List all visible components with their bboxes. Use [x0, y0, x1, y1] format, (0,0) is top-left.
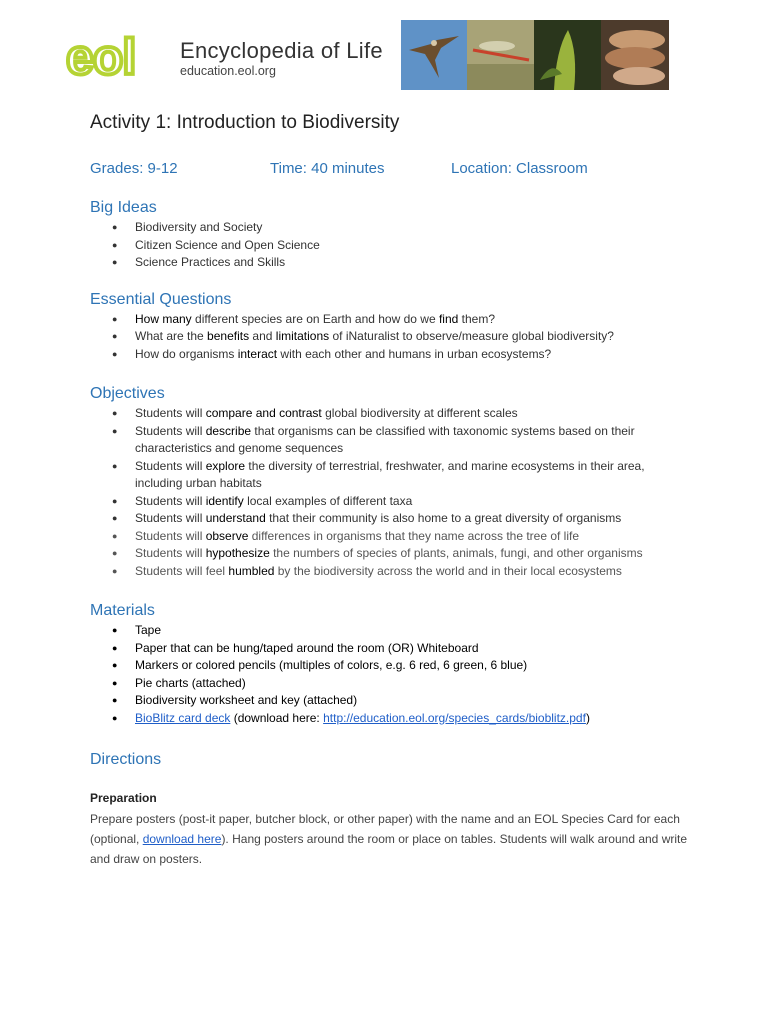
keyword: describe — [205, 423, 252, 438]
list-item: ● Citizen Science and Open Science — [90, 237, 690, 255]
list-item: ● Paper that can be hung/taped around the room (OR) Whiteboard — [90, 640, 690, 658]
text: differences in organisms that they name across the tree of life — [248, 528, 580, 543]
text: Students will — [135, 423, 206, 438]
text: that their community is also home to a great diversity of organisms — [265, 511, 622, 525]
activity-meta — [90, 160, 690, 177]
keyword: interact — [237, 346, 278, 361]
eol-logo-icon — [66, 30, 170, 82]
keyword: explore — [205, 458, 246, 473]
objectives-heading: Objectives — [90, 385, 165, 402]
eol-header — [66, 20, 670, 92]
keyword: identify — [205, 493, 244, 508]
download-here-link[interactable]: download here — [142, 832, 222, 846]
objective-item — [90, 423, 690, 458]
question-1 — [90, 311, 690, 329]
directions-heading: Directions — [90, 751, 162, 768]
text: by the biodiversity across the world and in their local ecosystems — [274, 563, 622, 578]
materials-heading: Materials — [90, 602, 155, 619]
list-item: ● Biodiversity worksheet and key (attached) — [90, 692, 690, 710]
keyword: humbled — [228, 563, 275, 578]
text: them? — [458, 311, 495, 326]
objective-item — [90, 528, 690, 546]
svg-text:eol: eol — [66, 30, 136, 82]
text: Students will — [135, 458, 206, 473]
grades: Grades: 9-12 — [90, 160, 178, 177]
hawk-photo — [401, 20, 467, 90]
text: Students will — [135, 406, 206, 420]
keyword: observe — [205, 528, 249, 543]
keyword: hypothesize — [205, 546, 270, 560]
logo-title: Encyclopedia of Life — [180, 38, 383, 63]
preparation-paragraph — [90, 809, 690, 869]
preparation-heading: Preparation — [90, 791, 157, 805]
text: Students will — [135, 528, 206, 543]
text: What are the — [135, 329, 208, 343]
questions-list — [90, 311, 690, 364]
keyword: limitations — [275, 329, 330, 343]
text: Prepare posters (post-it paper, butcher block, or other paper) with the name and an EOL Species Card for each (optional, — [90, 812, 680, 846]
question-3 — [90, 346, 690, 364]
text: Students will — [135, 546, 206, 560]
text: (download here: — [230, 710, 324, 725]
big-ideas-list — [90, 219, 690, 272]
text: ) — [585, 710, 590, 725]
text: the diversity of terrestrial, freshwater, and marine ecosystems in their area, including urban habitats — [135, 458, 645, 490]
text: local examples of different taxa — [243, 493, 413, 508]
objectives-list — [90, 405, 690, 580]
list-item: ● Biodiversity and Society — [90, 219, 690, 237]
essential-questions-heading: Essential Questions — [90, 290, 232, 308]
objective-item — [90, 545, 690, 563]
bioblitz-pdf-link[interactable]: http://education.eol.org/species_cards/bioblitz.pdf — [323, 710, 586, 725]
text: different species are on Earth and how do we — [191, 311, 439, 326]
text: that organisms can be classified with taxonomic systems based on their characteristics and genome sequences — [135, 423, 635, 455]
objective-item — [90, 458, 690, 493]
objective-item — [90, 405, 690, 423]
materials-list — [90, 622, 690, 727]
keyword: benefits — [207, 329, 250, 343]
logo-url: education.eol.org — [180, 64, 276, 78]
text: global biodiversity at different scales — [321, 406, 518, 420]
text: of iNaturalist to observe/measure global biodiversity? — [329, 329, 614, 343]
location: Location: Classroom — [451, 160, 588, 177]
text: the numbers of species of plants, animals, fungi, and other organisms — [269, 546, 643, 560]
text: with each other and humans in urban ecosystems? — [277, 346, 552, 361]
list-item: ● Science Practices and Skills — [90, 254, 690, 272]
time: Time: 40 minutes — [270, 160, 385, 177]
plant-photo — [534, 20, 601, 90]
text: Students will feel — [135, 563, 229, 578]
list-item: ● Tape — [90, 622, 690, 640]
page-title: Activity 1: Introduction to Biodiversity — [90, 112, 400, 133]
keyword: find — [438, 311, 459, 326]
bioblitz-card-deck-link[interactable]: BioBlitz card deck — [135, 710, 231, 725]
keyword: compare and contrast — [205, 406, 322, 420]
dragonfly-photo — [467, 20, 534, 90]
list-item: ● Pie charts (attached) — [90, 675, 690, 693]
keyword: understand — [205, 511, 266, 525]
text: and — [249, 329, 276, 343]
objective-item — [90, 493, 690, 511]
big-ideas-heading: Big Ideas — [90, 199, 157, 216]
fungus-photo — [601, 20, 669, 90]
text: How do organisms — [135, 346, 238, 361]
objective-item — [90, 563, 690, 581]
text: ). Hang posters around the room or place on tables. Students will walk around and write and draw on posters. — [90, 832, 688, 866]
list-item-bioblitz — [90, 710, 690, 728]
activity-document — [90, 112, 690, 869]
keyword: How many — [135, 311, 192, 326]
list-item: ● Markers or colored pencils (multiples of colors, e.g. 6 red, 6 green, 6 blue) — [90, 657, 690, 675]
text: Students will — [135, 493, 206, 508]
text: Students will — [135, 511, 206, 525]
objective-item — [90, 510, 690, 528]
photo-strip — [401, 20, 669, 90]
question-2 — [90, 328, 690, 346]
